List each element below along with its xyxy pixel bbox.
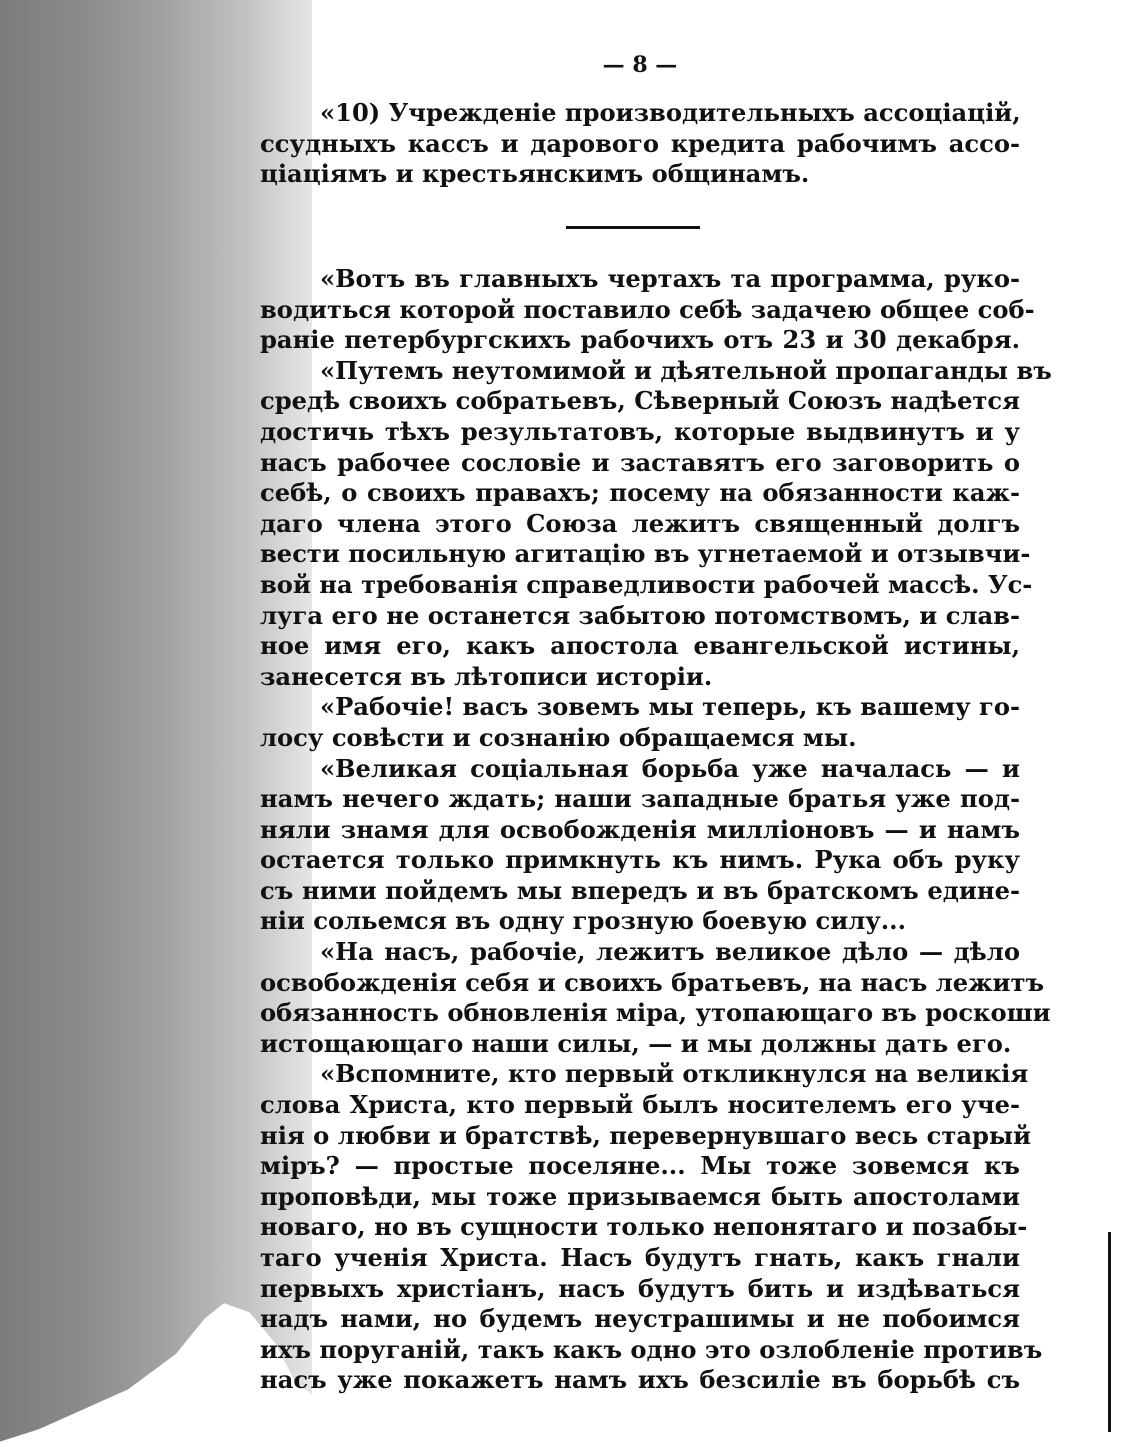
- text-line: ное имя его, какъ апостола евангельской истины,: [260, 631, 1020, 661]
- text-line: «Вотъ въ главныхъ чертахъ та программа, руко-: [320, 264, 1020, 293]
- text-line: «На насъ, рабочіе, лежитъ великое дѣло — дѣло: [320, 937, 1020, 967]
- page-edge-line: [1108, 1232, 1111, 1432]
- text-line: няли знамя для освобожденія милліоновъ — и намъ: [260, 814, 1020, 844]
- text-line: ссудныхъ кассъ и дарового кредита рабочимъ ассо-: [260, 128, 1020, 158]
- text-line: таго ученія Христа. Насъ будутъ гнать, какъ гнали: [260, 1243, 1020, 1272]
- text-line: первыхъ христіанъ, насъ будутъ бить и издѣваться: [260, 1273, 1020, 1303]
- text-line: слова Христа, кто первый былъ носителемъ его уче-: [260, 1090, 1020, 1120]
- text-line: надъ нами, но будемъ неустрашимы и не побоимся: [260, 1304, 1020, 1334]
- text-line: лосу совѣсти и сознанію обращаемся мы.: [260, 722, 857, 752]
- text-line: достичь тѣхъ результатовъ, которые выдвинутъ и у: [260, 416, 1020, 446]
- text-line: насъ рабочее сословіе и заставятъ его заговорить о: [260, 447, 1020, 477]
- item-10-paragraph: [260, 98, 1020, 190]
- text-line: насъ уже покажетъ намъ ихъ безсиліе въ борьбѣ съ: [260, 1365, 1020, 1395]
- section-divider: [566, 226, 700, 229]
- text-line: ціаціямъ и крестьянскимъ общинамъ.: [260, 159, 810, 189]
- text-line: остается только примкнуть къ нимъ. Рука объ руку: [260, 845, 1020, 875]
- text-line: ніи сольемся въ одну грозную боевую силу...: [260, 906, 906, 936]
- appeal-text: [260, 264, 1052, 1396]
- text-line: себѣ, о своихъ правахъ; посему на обязанности каж-: [260, 478, 1020, 508]
- text-line: «10) Учрежденіе производительныхъ ассоціацій,: [320, 98, 1021, 127]
- text-line: водиться которой поставило себѣ задачею общее соб-: [260, 294, 1035, 324]
- text-line: «Путемъ неутомимой и дѣятельной пропаганды въ: [320, 355, 1052, 385]
- text-line: нія о любви и братствѣ, перевернувшаго весь старый: [260, 1120, 1032, 1150]
- text-line: освобожденія себя и своихъ братьевъ, на насъ лежитъ: [260, 967, 1045, 997]
- book-page: [260, 0, 1052, 1454]
- text-line: съ ними пойдемъ мы впередъ и въ братскомъ едине-: [260, 875, 1020, 905]
- text-line: проповѣди, мы тоже призываемся быть апостолами: [260, 1181, 1020, 1211]
- text-line: міръ? — простые поселяне... Мы тоже зовемся къ: [260, 1151, 1020, 1181]
- text-line: раніе петербургскихъ рабочихъ отъ 23 и 30 декабря.: [260, 325, 1020, 355]
- text-line: даго члена этого Союза лежитъ священный долгъ: [260, 508, 1020, 538]
- page-number: — 8 —: [602, 52, 678, 78]
- text-line: вести посильную агитацію въ угнетаемой и отзывчи-: [260, 539, 1031, 569]
- text-line: «Вспомните, кто первый откликнулся на великія: [320, 1059, 1029, 1089]
- text-line: новаго, но въ сущности только непонятаго и позабы-: [260, 1212, 1028, 1242]
- text-line: намъ нечего ждать; наши западные братья уже под-: [260, 784, 1020, 814]
- text-line: средѣ своихъ собратьевъ, Сѣверный Союзъ надѣется: [260, 386, 1020, 416]
- text-line: ихъ поруганій, такъ какъ одно это озлобленіе противъ: [260, 1334, 1043, 1364]
- text-line: луга его не останется забытою потомствомъ, и слав-: [260, 600, 1020, 630]
- text-line: «Великая соціальная борьба уже началась — и: [320, 753, 1020, 783]
- text-line: занесется въ лѣтописи исторіи.: [260, 661, 713, 691]
- text-line: обязанность обновленія міра, утопающаго въ роскоши: [260, 998, 1051, 1028]
- text-line: вой на требованія справедливости рабочей массѣ. Ус-: [260, 569, 1033, 599]
- text-line: «Рабочіе! васъ зовемъ мы теперь, къ вашему го-: [320, 692, 1021, 722]
- text-line: истощающаго наши силы, — и мы должны дать его.: [260, 1028, 1012, 1058]
